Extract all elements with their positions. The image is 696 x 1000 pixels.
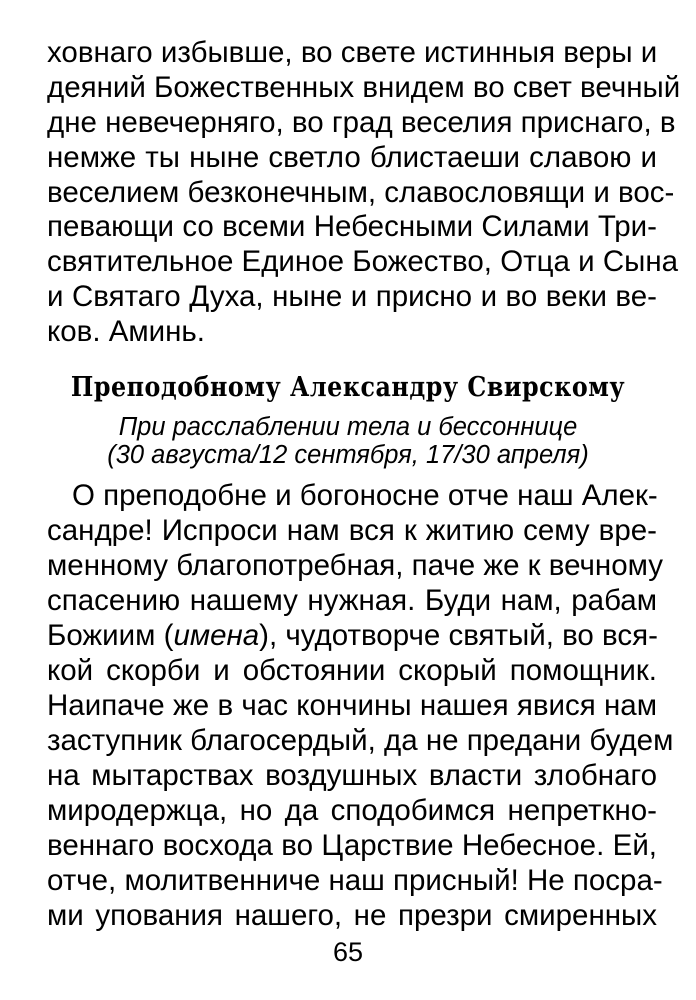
text-line: сандре! Испроси нам вся к житию сему вре- <box>47 514 657 547</box>
prayer-subtitle: При расслаблении тела и бессоннице <box>118 413 578 441</box>
text-line: заступник благосердый, да не предани будем <box>47 724 674 757</box>
page-number: 65 <box>332 937 364 967</box>
prayer-title: Преподобному Александру Свирскому <box>70 372 626 403</box>
text-line: деяний Божественных внидем во свет вечный <box>47 71 681 104</box>
text-line: миродержца, но да сподобимся непреткно- <box>47 794 657 827</box>
text-line: немже ты ныне светло блистаеши славою и <box>47 141 657 174</box>
text-line: О преподобне и богоносне отче наш Алек- <box>72 479 658 512</box>
text-line: ков. Аминь. <box>47 315 206 348</box>
text-line: Наипаче же в час кончины нашея явися нам <box>47 689 657 722</box>
feast-dates: (30 августа/12 сентября, 17/30 апреля) <box>107 441 589 469</box>
text-segment: Божиим ( <box>47 619 174 652</box>
text-line: певающи со всеми Небесными Силами Три- <box>47 210 657 243</box>
text-segment: ), чудотворче святый, во вся- <box>259 619 658 652</box>
text-line: дне невечерняго, во град веселия приснаго, в <box>47 106 676 139</box>
text-line: менному благопотребная, паче же к вечному <box>47 549 663 582</box>
text-line: кой скорби и обстоянии скорый помощник. <box>47 654 657 687</box>
text-line: и Святаго Духа, ныне и присно и во веки ве- <box>47 280 657 313</box>
text-line: святительное Единое Божество, Отца и Сына <box>47 245 679 278</box>
text-line: спасению нашему нужная. Буди нам, рабам <box>47 584 657 617</box>
text-line: на мытарствах воздушных власти злобнаго <box>47 759 657 792</box>
text-line <box>47 619 657 653</box>
text-line: веннаго восхода во Царствие Небесное. Ей, <box>47 829 657 862</box>
text-line: ховнаго избывше, во свете истинныя веры и <box>47 36 658 69</box>
text-line: ми упования нашего, не презри смиренных <box>47 899 657 932</box>
text-line: веселием безконечным, славословящи и вос- <box>47 176 675 209</box>
names-placeholder: имена <box>173 619 260 652</box>
text-line: отче, молитвенниче наш присный! Не посра- <box>47 864 663 897</box>
